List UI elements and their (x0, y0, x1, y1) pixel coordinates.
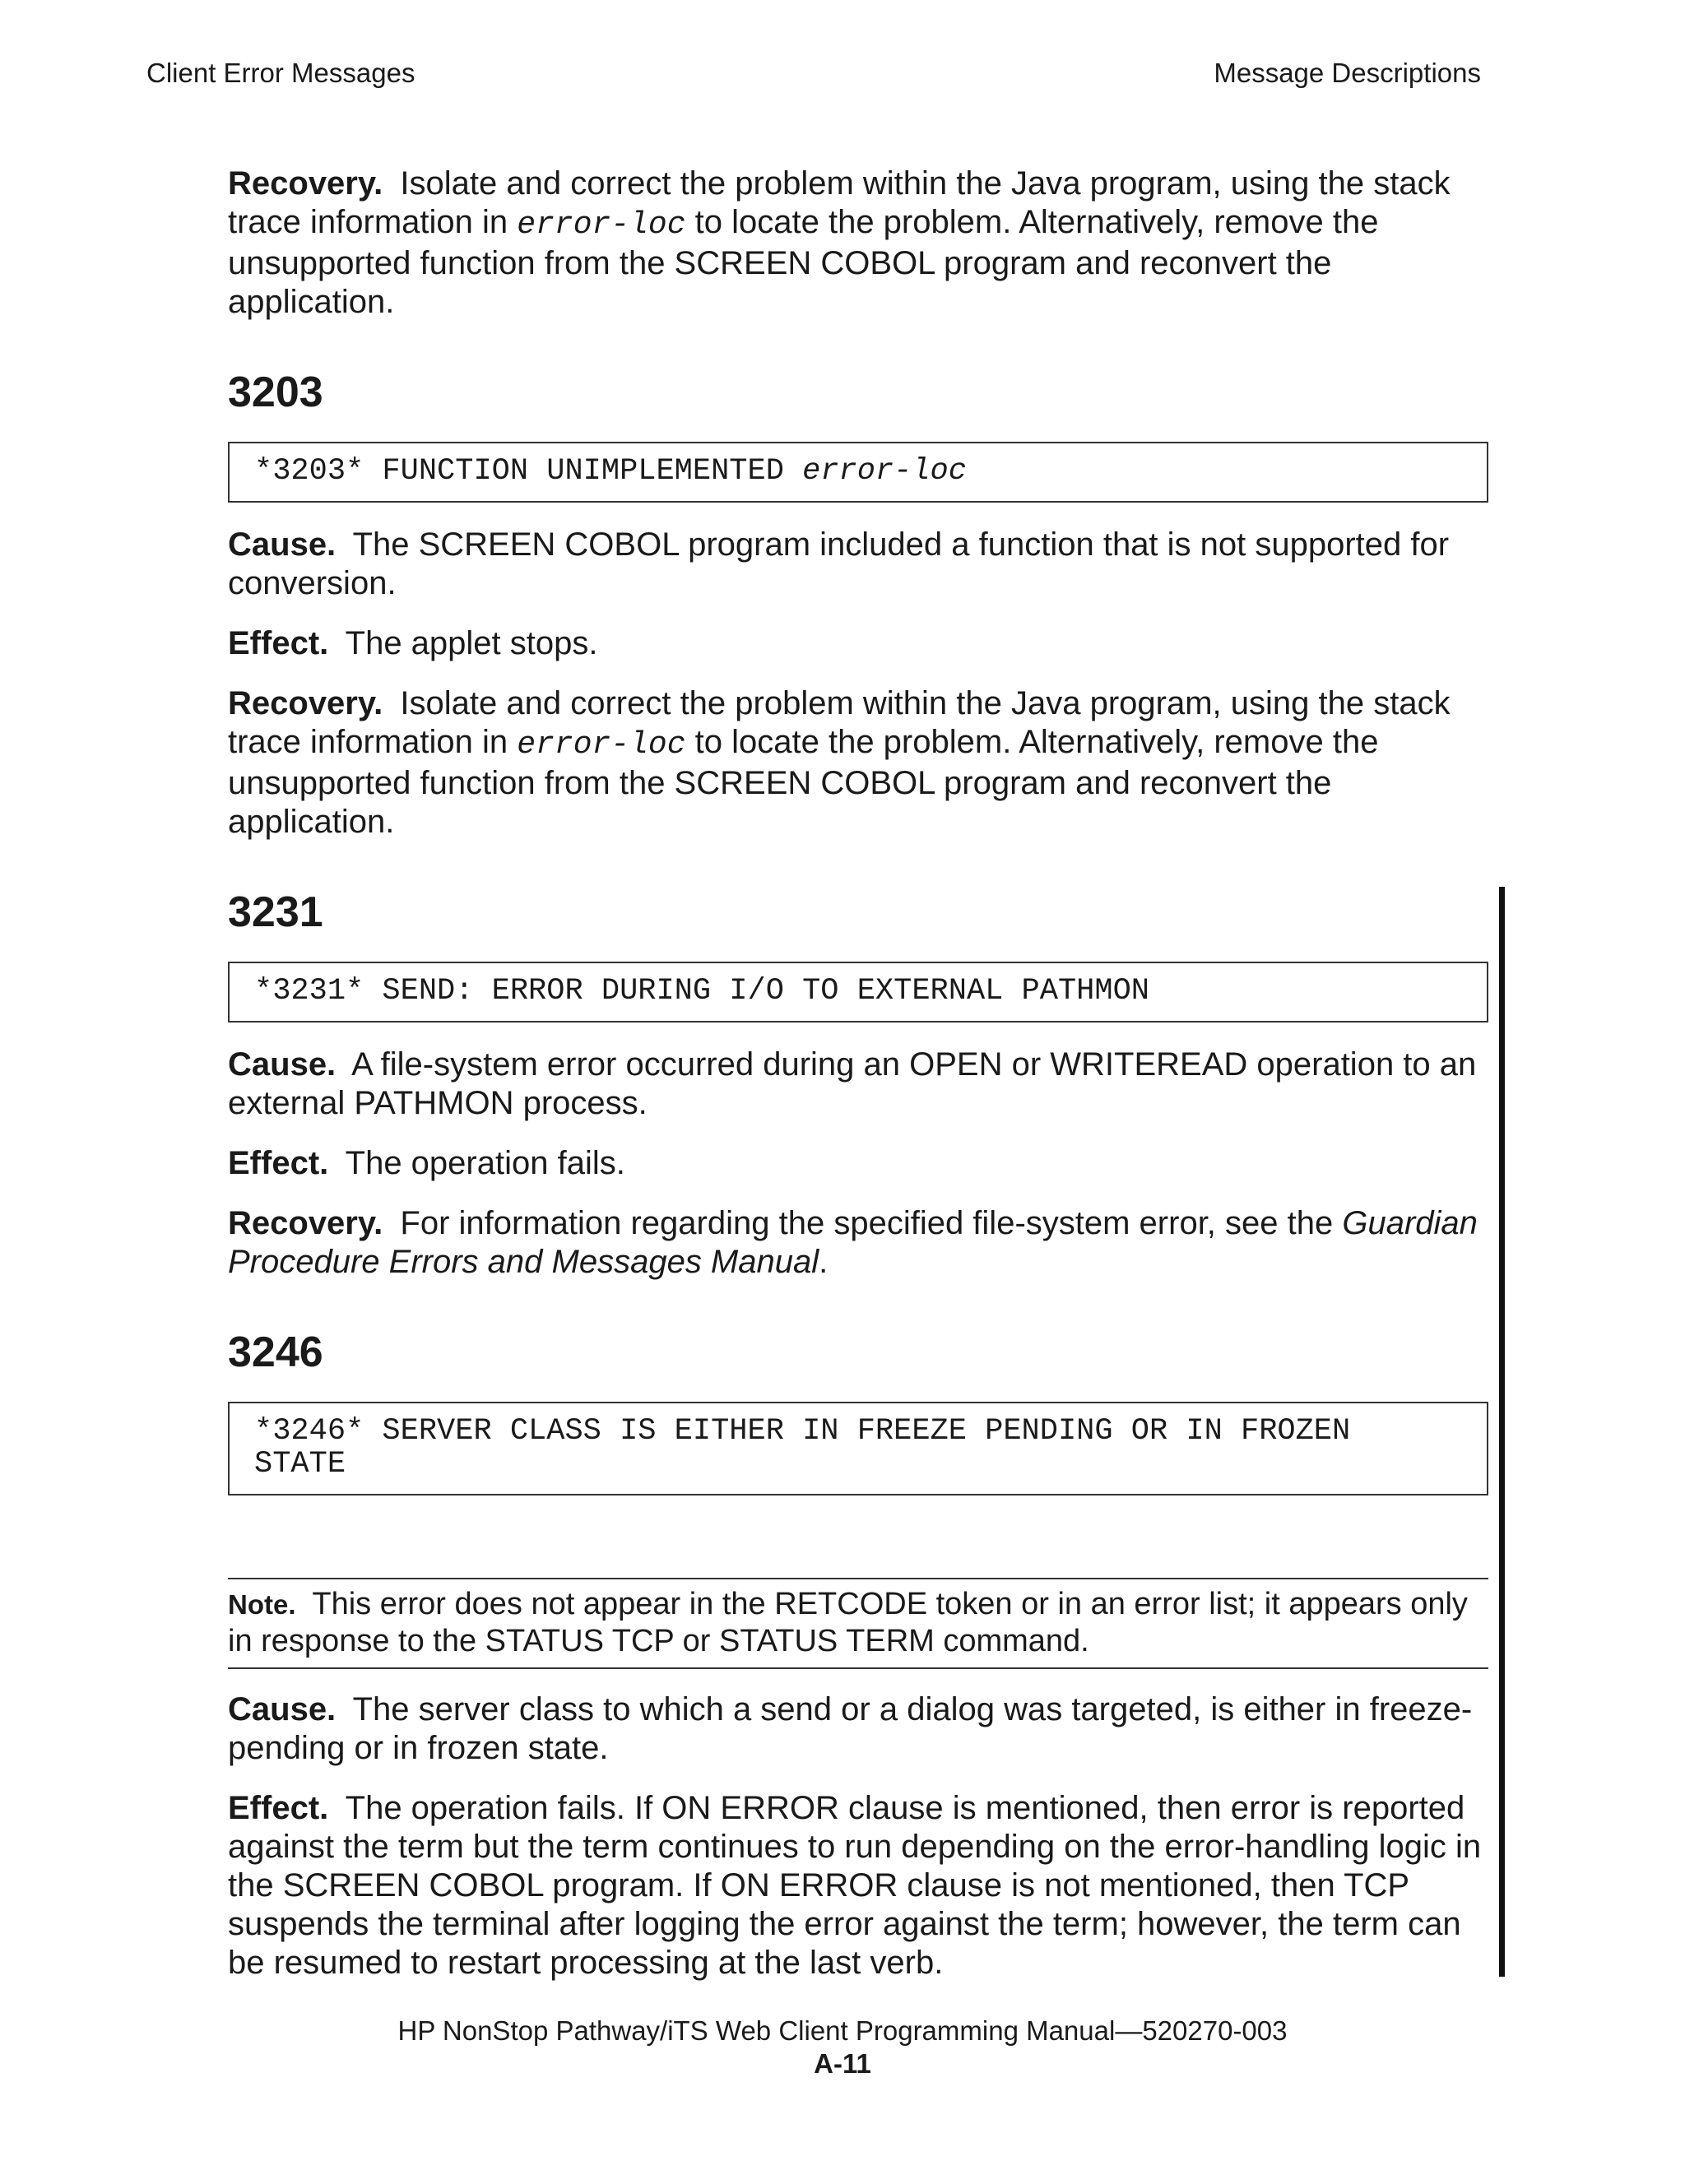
message-box-3203 (228, 442, 1488, 503)
cause-paragraph (228, 1690, 1488, 1768)
running-header-right: Message Descriptions (1214, 58, 1481, 88)
code-term: error-loc (517, 727, 686, 763)
message-box-3246 (228, 1402, 1488, 1495)
recovery-text: Isolate and correct the problem within the Java program, using the stack trace information in (228, 685, 1451, 760)
message-number-3246: 3246 (228, 1328, 323, 1376)
note-label: Note. (228, 1589, 296, 1620)
page-footer (0, 2015, 1685, 2080)
manual-title: HP NonStop Pathway/iTS Web Client Programming Manual—520270-003 (397, 2015, 1288, 2046)
recovery-text: For information regarding the specified file-system error, see the (400, 1205, 1334, 1241)
message-box-3231 (228, 962, 1488, 1022)
effect-text: The operation fails. (345, 1145, 625, 1181)
effect-text: The applet stops. (345, 625, 598, 661)
message-text: *3246* SERVER CLASS IS EITHER IN FREEZE PENDING OR IN FROZEN (254, 1414, 1351, 1449)
recovery-label: Recovery. (228, 685, 383, 721)
running-header-left: Client Error Messages (146, 58, 415, 88)
cause-label: Cause. (228, 1046, 337, 1083)
revision-change-bar (1499, 887, 1505, 1977)
effect-label: Effect. (228, 625, 329, 661)
effect-paragraph (228, 624, 1488, 663)
cause-label: Cause. (228, 1691, 337, 1727)
message-number-3231: 3231 (228, 888, 323, 936)
recovery-text: to locate the problem. Alternatively, remove the unsupported function from the SCREEN COBOL program and reconvert the application. (228, 724, 1379, 840)
message-text: STATE (254, 1447, 346, 1482)
cause-label: Cause. (228, 526, 337, 563)
message-parameter: error-loc (802, 454, 967, 489)
effect-label: Effect. (228, 1145, 329, 1181)
recovery-text-end: . (819, 1244, 829, 1280)
cause-paragraph (228, 526, 1488, 603)
recovery-text: to locate the problem. Alternatively, remove the unsupported function from the SCREEN COBOL program and reconvert the application. (228, 204, 1379, 320)
intro-recovery-paragraph (228, 165, 1488, 322)
note-text: This error does not appear in the RETCODE token or in an error list; it appears only in response to the STATUS TCP or STATUS TERM command. (228, 1587, 1468, 1658)
cause-text: The server class to which a send or a dialog was targeted, is either in freeze-pending or in frozen state. (228, 1691, 1473, 1766)
cause-text: The SCREEN COBOL program included a function that is not supported for conversion. (228, 526, 1450, 601)
note-block (228, 1578, 1488, 1669)
code-term: error-loc (517, 207, 686, 243)
manual-reference: Guardian Procedure Errors and Messages Manual (228, 1205, 1478, 1280)
recovery-paragraph (228, 684, 1488, 842)
page-number: A-11 (814, 2048, 871, 2079)
recovery-paragraph (228, 1204, 1488, 1282)
cause-paragraph (228, 1046, 1488, 1123)
effect-paragraph (228, 1789, 1488, 1982)
effect-text: The operation fails. If ON ERROR clause is mentioned, then error is reported against the term but the term continues to run depending on the error-handling logic in the SCREEN COBOL program. If ON ERROR clause is not mentioned, then TCP suspends the terminal after logging the error against the term; however, the term can be resumed to restart processing at the last verb. (228, 1790, 1482, 1981)
cause-text: A file-system error occurred during an OPEN or WRITEREAD operation to an external PATHMON process. (228, 1046, 1477, 1121)
message-number-3203: 3203 (228, 369, 323, 416)
effect-label: Effect. (228, 1790, 329, 1826)
effect-paragraph (228, 1144, 1488, 1183)
message-text: *3231* SEND: ERROR DURING I/O TO EXTERNAL PATHMON (254, 974, 1149, 1009)
page-content (228, 165, 1488, 2004)
recovery-text: Isolate and correct the problem within the Java program, using the stack trace information in (228, 165, 1451, 240)
recovery-label: Recovery. (228, 1205, 383, 1241)
message-text: *3203* FUNCTION UNIMPLEMENTED (254, 454, 784, 489)
recovery-label: Recovery. (228, 165, 383, 202)
